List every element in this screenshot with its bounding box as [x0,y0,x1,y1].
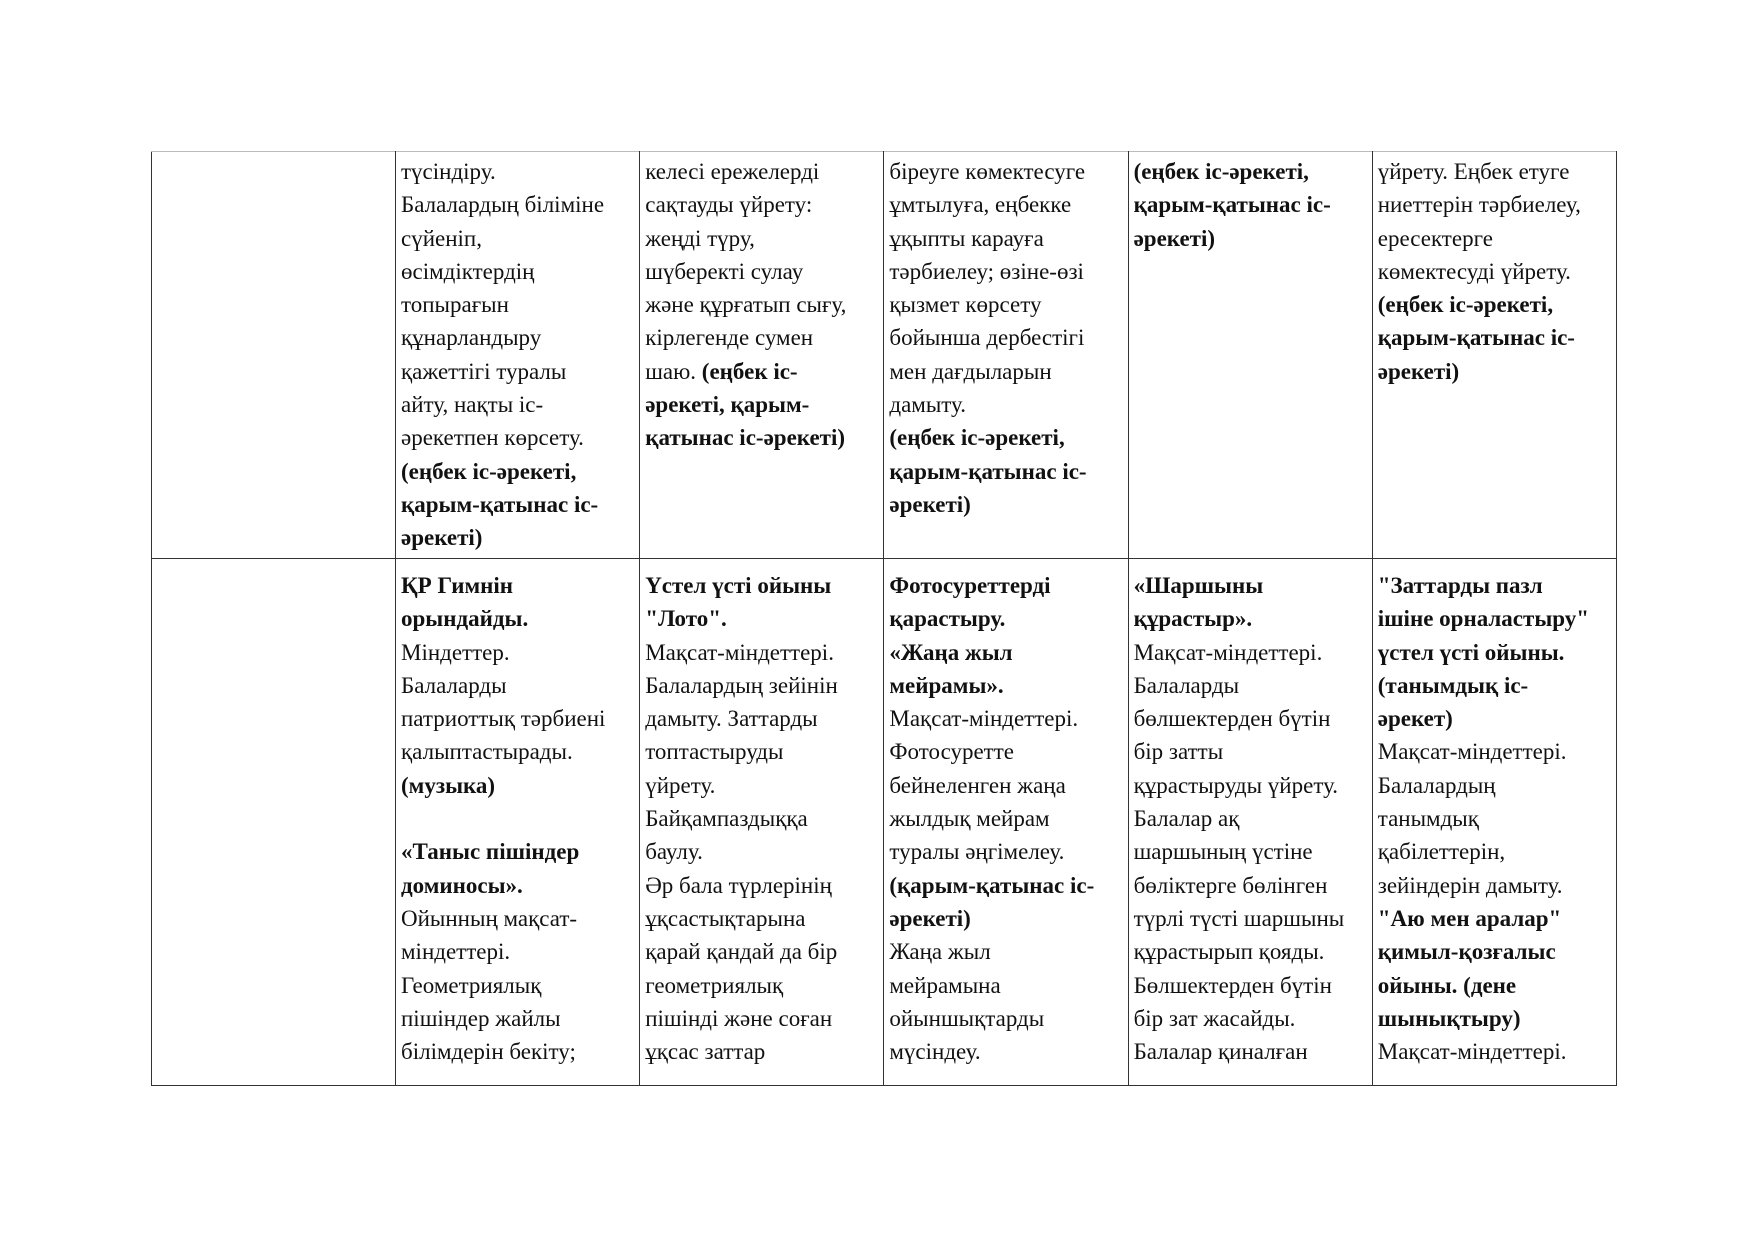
cell-text-line: білімдерін бекіту; [401,1039,576,1065]
cell-text-line: қарай қандай да бір [645,939,838,965]
cell-text-line: ұқсастықтарына [645,905,806,931]
cell-text-line: құрастыр». [1133,606,1253,632]
cell-text-line: бөліктерге бөлінген [1133,872,1328,898]
cell-text-line: шынықтыру) [1377,1005,1521,1031]
cell-text-line: бір зат жасайды. [1133,1005,1296,1031]
cell-text-line: түрлі түсті шаршыны [1133,905,1345,931]
cell-text-line: бейнеленген жаңа [889,772,1066,798]
cell-text-line: шаю. (еңбек іс- [645,358,798,384]
cell-text-line: үстел үсті ойыны. [1377,639,1565,665]
cell-text-line: ұқыпты карауға [889,225,1044,251]
table-row [152,559,1617,1086]
cell-text-line: қалыптастырады. [401,739,573,765]
cell-text-line: сүйеніп, [401,225,482,251]
cell-text-line: үйрету. Еңбек етуге [1377,159,1570,184]
cell-text-line: қызмет көрсету [889,292,1042,318]
cell-text-line: (танымдық іс- [1377,672,1529,698]
cell-text-line: баулу. [645,839,703,865]
cell-text-line: сақтауды үйрету: [645,192,813,218]
cell-text-line: Жаңа жыл [889,939,991,965]
cell-text-line: әрекеті) [1133,225,1216,251]
cell-text-line: патриоттық тәрбиені [401,706,606,732]
table-cell [1372,559,1616,1086]
cell-text-line: әрекеті) [401,525,483,551]
cell-text-line: Балалардың біліміне [401,192,605,218]
cell-text-line: зейіндерін дамыту. [1377,872,1563,898]
cell-text-line: (музыка) [401,772,496,798]
cell-text-line: қимыл-қозғалыс [1377,939,1556,965]
cell-text-line: Фотосуреттерді [889,573,1051,598]
cell-text-line: шүберекті сулау [645,258,804,284]
cell-text-line: қарым-қатынас іс- [1377,325,1575,351]
cell-text-line: қатынас іс-әрекеті) [645,425,846,451]
cell-text-line: түсіндіру. [401,159,496,184]
cell-text-line: бөлшектерден бүтін [1133,706,1331,732]
table-cell [1128,559,1372,1086]
cell-text-line: айту, нақты іс- [401,392,544,418]
cell-text-line: «Таныс пішіндер [401,839,580,865]
cell-text-line: қарым-қатынас іс- [1133,192,1331,218]
cell-text-line: Балалар ақ [1133,806,1240,832]
table-cell [884,152,1128,559]
cell-text-line: құрастырып қояды. [1133,939,1325,965]
cell-text-line: туралы әңгімелеу. [889,839,1065,865]
cell-text-line: Байқампаздыққа [645,806,808,832]
cell-text-line: қабілеттерін, [1377,839,1506,865]
cell-text-line: "Заттарды пазл [1377,573,1543,598]
cell-text-line: және құрғатып сығу, [645,292,847,318]
cell-text-line: Үстел үсті ойыны [645,573,832,598]
cell-text-line: келесі ережелерді [645,159,820,184]
table-cell [640,559,884,1086]
cell-text-line: ересектерге [1377,225,1493,251]
cell-text-line: пішінді және соған [645,1005,833,1031]
cell-text-line: Балалар қиналған [1133,1039,1308,1065]
cell-text-line: «Шаршыны [1133,573,1264,598]
cell-text-line: әрекеті) [889,491,971,517]
cell-text-line: танымдық [1377,806,1479,832]
cell-text-line: мүсіндеу. [889,1039,981,1065]
cell-text-line: Мақсат-міндеттері. [645,639,834,665]
cell-text-line: "Лото". [645,606,727,632]
table-cell [396,152,640,559]
cell-text-line: құрастыруды үйрету. [1133,772,1339,798]
cell-text-line: (еңбек іс-әрекеті, [401,458,577,484]
cell-text-line: Балалардың [1377,772,1496,798]
cell-text-line: құнарландыру [401,325,542,351]
cell-text-line: (еңбек іс-әрекеті, [889,425,1065,451]
cell-text-line: геометриялық [645,972,784,998]
cell-text-line: әрекеті, қарым- [645,392,810,418]
cell-text-line: қарастыру. [889,606,1006,632]
cell-text-line: жылдық мейрам [889,806,1050,832]
table-cell [640,152,884,559]
table-cell [396,559,640,1086]
cell-text-line: бір затты [1133,739,1224,765]
cell-text-line: Балаларды [401,672,507,698]
cell-text-line: ойыны. (дене [1377,972,1517,998]
cell-text-line: әрекет) [1377,706,1453,732]
cell-text-line: "Аю мен аралар" [1377,905,1562,931]
cell-text-line: қарым-қатынас іс- [401,491,599,517]
cell-text-line: ішіне орналастыру" [1377,606,1590,632]
cell-text-line: әрекеті) [889,905,971,931]
cell-text-line: біреуге көмектесуге [889,159,1086,184]
cell-text-line: пішіндер жайлы [401,1005,561,1031]
cell-text-line: дамыту. [889,392,966,418]
cell-text-line: Ойынның мақсат- [401,905,578,931]
cell-text-line: «Жаңа жыл [889,639,1013,665]
cell-text-line: Балаларды [1133,672,1240,698]
cell-text-line: ұқсас заттар [645,1039,766,1065]
cell-text-line: Мақсат-міндеттері. [889,706,1079,732]
cell-text-line: ойыншықтарды [889,1005,1045,1031]
table-cell [884,559,1128,1086]
cell-text-line: тәрбиелеу; өзіне-өзі [889,258,1084,284]
table-row [152,152,1617,559]
cell-text-line: қарым-қатынас іс- [889,458,1087,484]
cell-text-line: шаршының үстіне [1133,839,1313,865]
cell-text-line: міндеттері. [401,939,511,965]
cell-text-line: бойынша дербестігі [889,325,1085,351]
cell-text-line: орындайды. [401,606,529,632]
row-header-cell [152,559,396,1086]
cell-text-line: мейрамы». [889,672,1004,698]
cell-text-line: топырағын [401,292,509,318]
blank-line [401,802,634,835]
cell-text-line: Мақсат-міндеттері. [1133,639,1323,665]
cell-text-line: Геометриялық [401,972,542,998]
cell-text-line: мен дағдыларын [889,358,1052,384]
cell-text-line: дамыту. Заттарды [645,706,818,732]
cell-text-line: Мақсат-міндеттері. [1377,1039,1567,1065]
table-cell [1128,152,1372,559]
cell-text-line: ҚР Гимнін [401,573,514,598]
cell-text-line: ниеттерін тәрбиелеу, [1377,192,1581,218]
cell-text-line: (еңбек іс-әрекеті, [1133,159,1309,184]
schedule-table [151,151,1617,1086]
cell-text-line: әрекетпен көрсету. [401,425,584,451]
cell-text-line: Балалардың зейінін [645,672,838,698]
cell-text-line: жеңді түру, [645,225,755,251]
cell-text-line: ұмтылуға, еңбекке [889,192,1072,218]
cell-text-line: доминосы». [401,872,523,898]
table-cell [1372,152,1616,559]
cell-text-line: (қарым-қатынас іс- [889,872,1095,898]
cell-text-line: Фотосуретте [889,739,1014,765]
cell-text-line: әрекеті) [1377,358,1460,384]
cell-text-line: Бөлшектерден бүтін [1133,972,1332,998]
cell-text-line: Міндеттер. [401,639,510,665]
cell-text-line: мейрамына [889,972,1001,998]
cell-text-line: Әр бала түрлерінің [645,872,832,898]
cell-text-line: қажеттігі туралы [401,358,567,384]
cell-text-line: Мақсат-міндеттері. [1377,739,1567,765]
cell-text-line: топтастыруды [645,739,784,765]
cell-text-line: үйрету. [645,772,716,798]
cell-text-line: көмектесуді үйрету. [1377,258,1571,284]
cell-text-line: өсімдіктердің [401,258,535,284]
cell-text-line: (еңбек іс-әрекеті, [1377,292,1554,318]
row-header-cell [152,152,396,559]
cell-text-line: кірлегенде сумен [645,325,814,351]
